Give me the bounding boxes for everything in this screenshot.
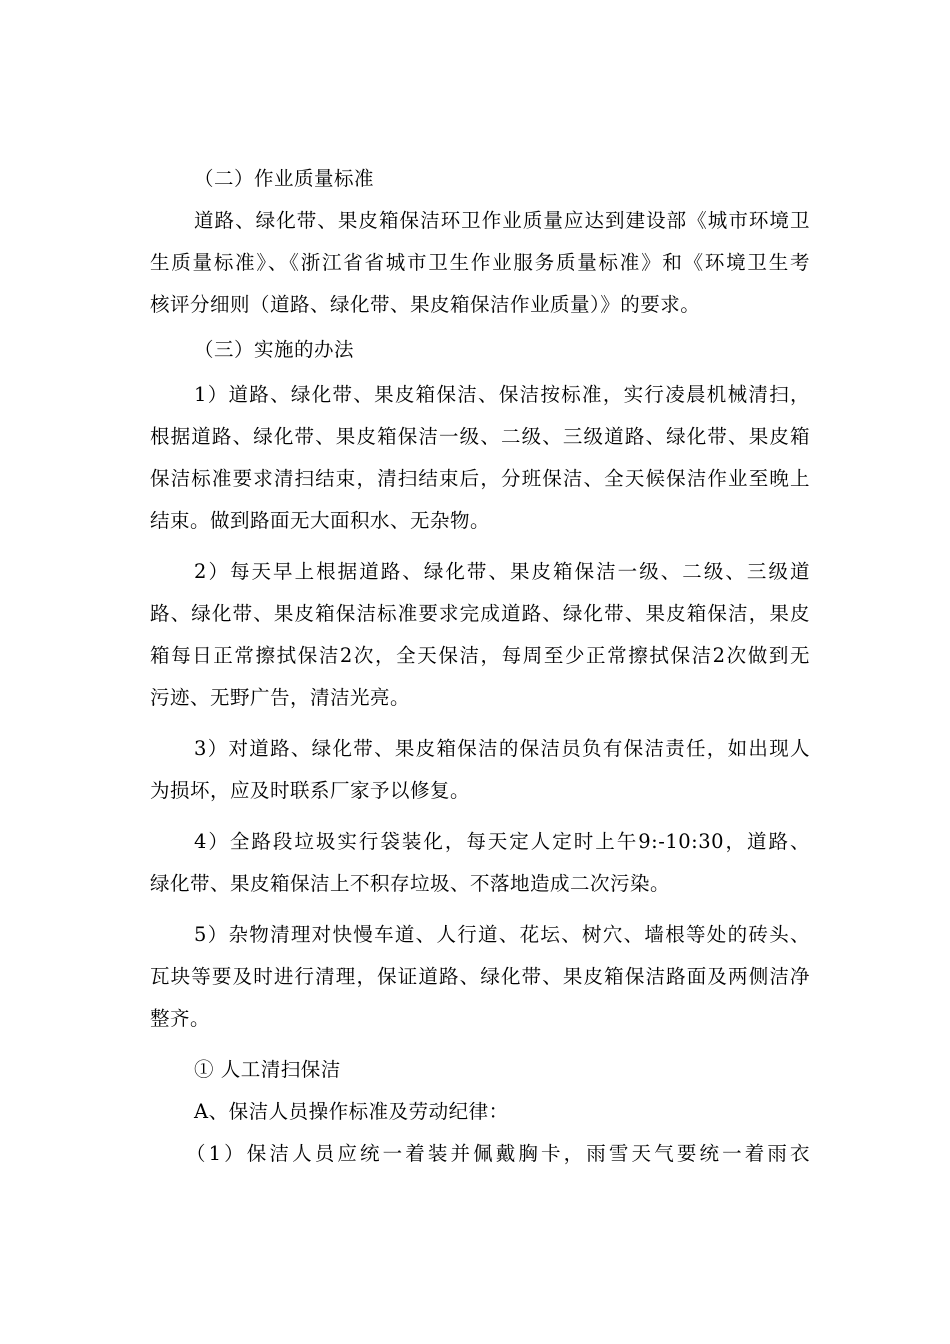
- section-heading-implementation: （三）实施的办法: [194, 338, 355, 361]
- paragraph-line: 根据道路、绿化带、果皮箱保洁一级、二级、三级道路、绿化带、果皮箱: [150, 425, 810, 448]
- list-item-5: [150, 914, 810, 1040]
- paragraph-quality-standard: [150, 200, 810, 326]
- list-item-2: [150, 551, 810, 719]
- paragraph-line: 道路、绿化带、果皮箱保洁环卫作业质量应达到建设部《城市环境卫: [194, 209, 810, 232]
- list-item-1: [150, 374, 810, 542]
- paragraph-line: 保洁标准要求清扫结束，清扫结束后，分班保洁、全天候保洁作业至晚上: [150, 467, 810, 490]
- paragraph-line: 2）每天早上根据道路、绿化带、果皮箱保洁一级、二级、三级道: [194, 560, 810, 583]
- paragraph-line: 路、绿化带、果皮箱保洁标准要求完成道路、绿化带、果皮箱保洁，果皮: [150, 602, 810, 625]
- paragraph-line: 绿化带、果皮箱保洁上不积存垃圾、不落地造成二次污染。: [150, 872, 671, 895]
- list-item-4: [150, 821, 810, 905]
- paragraph-line: 箱每日正常擦拭保洁2次，全天保洁，每周至少正常擦拭保洁2次做到无: [150, 644, 810, 667]
- paragraph-line: 5）杂物清理对快慢车道、人行道、花坛、树穴、墙根等处的砖头、: [194, 923, 810, 946]
- paragraph-line: 污迹、无野广告，清洁光亮。: [150, 686, 411, 709]
- section-heading-quality-standard: （二）作业质量标准: [194, 167, 375, 190]
- paragraph-line: 结束。做到路面无大面积水、无杂物。: [150, 509, 491, 532]
- paragraph-line: 4）全路段垃圾实行袋装化，每天定人定时上午9:-10:30，道路、: [194, 830, 810, 853]
- paragraph-line: 3）对道路、绿化带、果皮箱保洁的保洁员负有保洁责任，如出现人: [194, 737, 810, 760]
- paragraph-line: 整齐。: [150, 1007, 211, 1030]
- list-item-3: [150, 728, 810, 812]
- paragraph-line: 瓦块等要及时进行清理，保证道路、绿化带、果皮箱保洁路面及两侧洁净: [150, 965, 810, 988]
- sub-heading-operating-standards: A、保洁人员操作标准及劳动纪律：: [194, 1100, 509, 1123]
- paragraph-line: 核评分细则（道路、绿化带、果皮箱保洁作业质量）》的要求。: [150, 293, 701, 316]
- document-body: [150, 158, 810, 1175]
- paragraph-line: 生质量标准》、《浙江省省城市卫生作业服务质量标准》和《环境卫生考: [150, 251, 810, 274]
- paragraph-line: （1）保洁人员应统一着装并佩戴胸卡，雨雪天气要统一着雨衣: [186, 1142, 810, 1165]
- paragraph-line: 为损坏，应及时联系厂家予以修复。: [150, 779, 471, 802]
- sub-heading-manual-cleaning: ① 人工清扫保洁: [194, 1058, 341, 1081]
- paragraph-line: 1）道路、绿化带、果皮箱保洁、保洁按标准，实行凌晨机械清扫，: [194, 383, 810, 406]
